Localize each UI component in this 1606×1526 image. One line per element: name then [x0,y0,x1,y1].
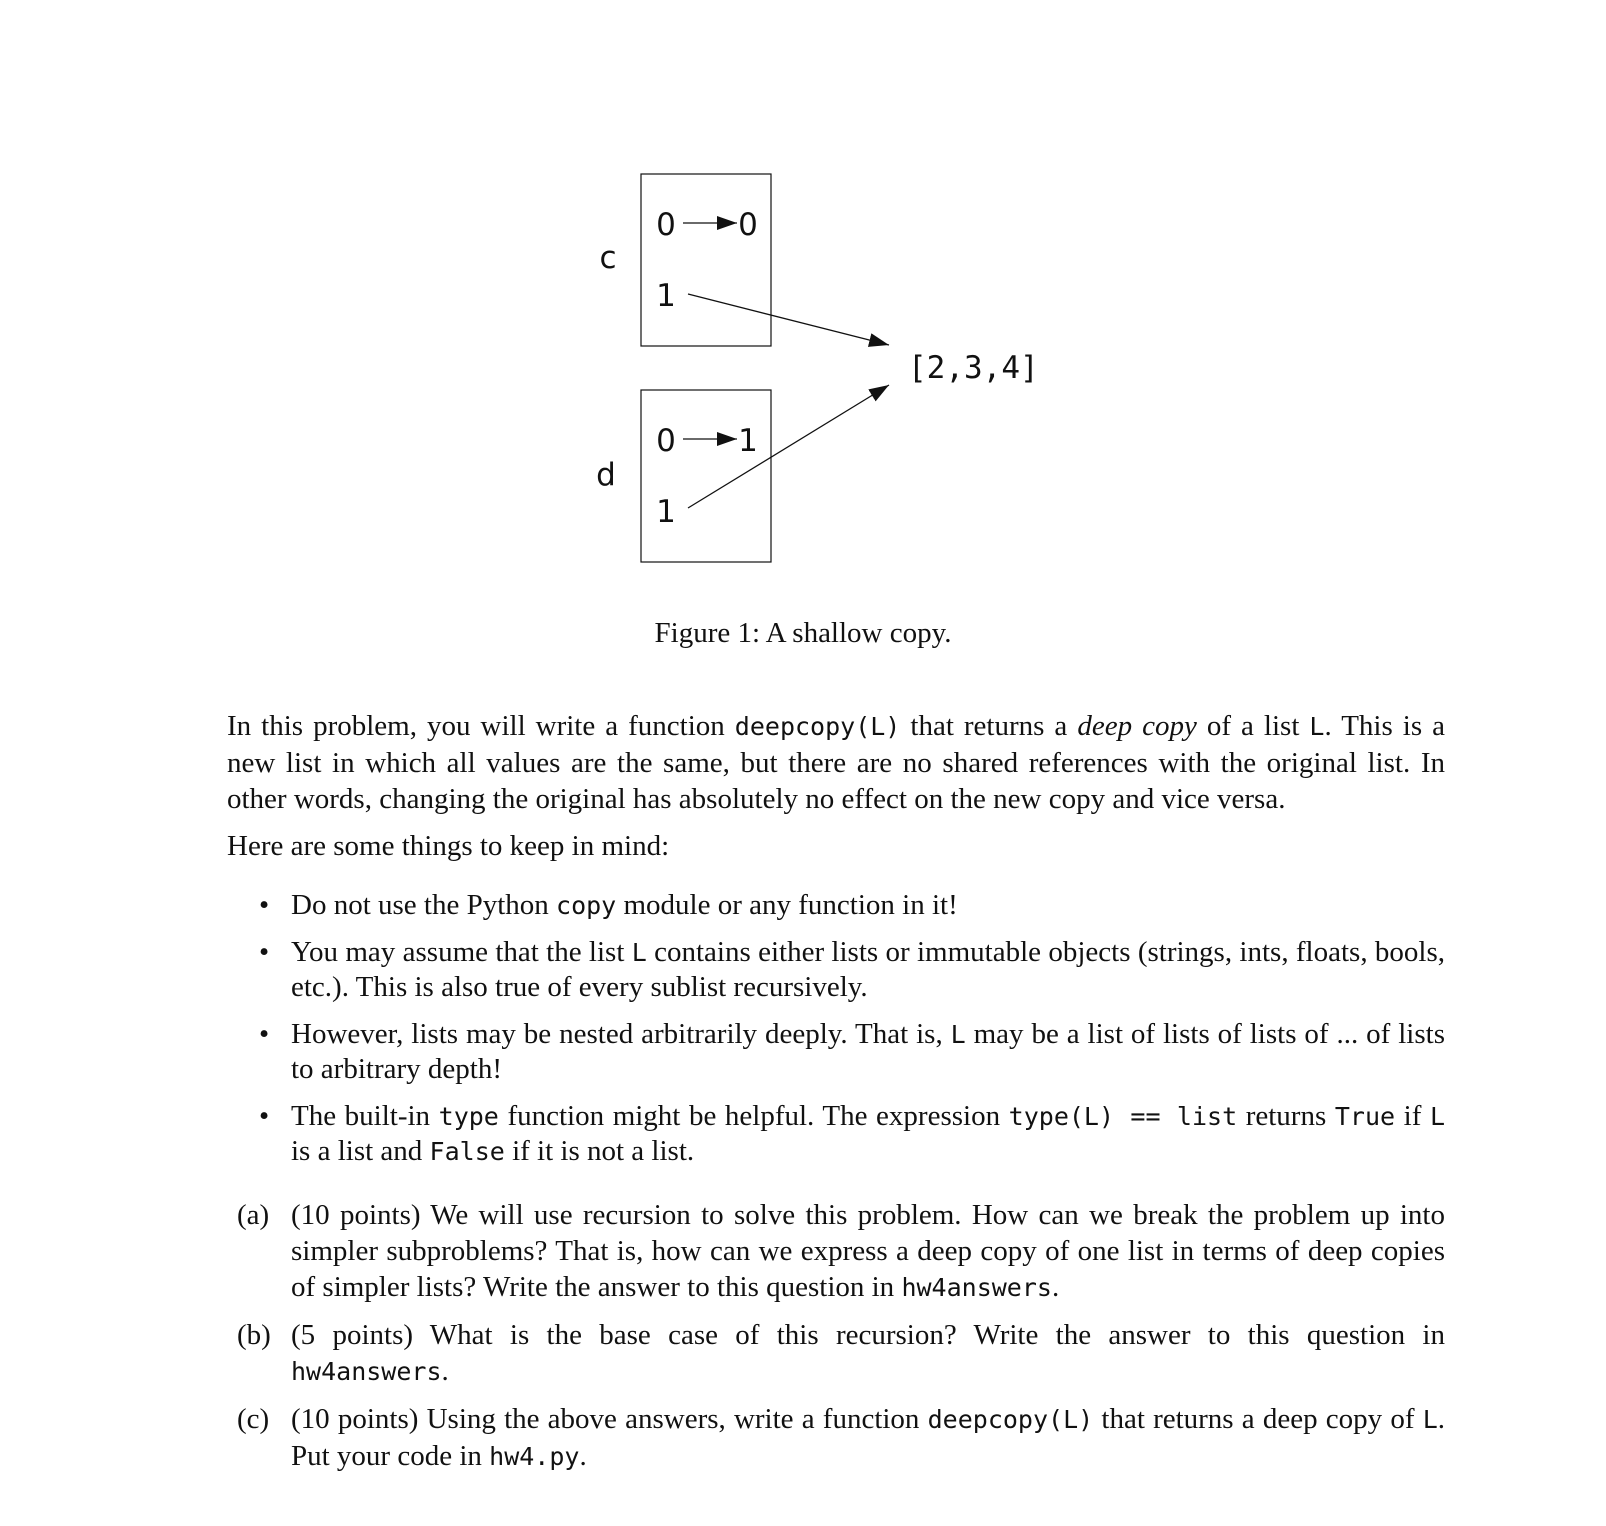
c-arrow-1 [688,294,889,345]
hints-list [227,888,1445,1169]
shallow-copy-diagram [0,0,1606,600]
d-arrow-1 [688,385,889,508]
d-index-1: 1 [656,494,676,530]
part-text: (10 points) We will use recursion to solve this problem. How can we break the problem up into simpler subproblems? That is, how can we express a deep copy of one list in terms of deep copies of simpler lists? Write the answer to this question in [291,1199,1445,1303]
hint-text: if it is not a list. [504,1135,695,1167]
bullet-icon: • [259,1018,270,1050]
intro-paragraph [227,708,1445,817]
list-item [259,888,1445,923]
code-L: L [1309,712,1325,741]
problem-text [227,708,1445,1486]
part-text: (5 points) What is the base case of this recursion? Write the answer to this question in [291,1319,1445,1351]
bullet-icon: • [259,889,270,921]
question-parts [227,1197,1445,1475]
hint-text: contains either lists or immutable objects (strings, ints, floats, bools, etc.). This is also true of every sublist recursively. [291,936,1446,1003]
part-a [237,1197,1445,1306]
c-index-0: 0 [656,207,676,243]
list-item [259,1017,1445,1087]
code-hw4-py: hw4.py [489,1442,580,1471]
var-c-label: c [599,240,617,276]
figure-caption: Figure 1: A shallow copy. [654,617,952,649]
part-a-label: (a) [237,1199,270,1231]
part-text: . [441,1355,449,1387]
bullet-icon: • [259,936,270,968]
intro-text-2: that returns a [900,710,1078,742]
hint-text: You may assume that the list [291,936,632,968]
part-c-label: (c) [237,1403,270,1435]
hint-text: However, lists may be nested arbitrarily deeply. That is, [291,1018,951,1050]
code-L: L [1422,1405,1438,1434]
hint-text: if [1395,1100,1430,1132]
part-text: . Put your code in [291,1403,1445,1472]
intro-text-1: In this problem, you will write a function [227,710,735,742]
code-type-expression: type(L) == list [1008,1102,1238,1131]
intro-text-4: . This is a new list in which all values are the same, but there are no shared references with the original list. In other words, changing the original has absolutely no effect on the new copy and vice versa. [227,710,1445,815]
hint-text: The built-in [291,1100,439,1132]
c-index-1: 1 [656,278,676,314]
bullet-icon: • [259,1100,270,1132]
code-L: L [1429,1102,1446,1131]
c-value-0: 0 [738,207,758,243]
shared-list-label: [2,3,4] [908,350,1039,386]
code-deepcopy: deepcopy(L) [734,712,901,741]
list-item [259,935,1446,1005]
d-value-0: 1 [738,423,758,459]
part-b-label: (b) [237,1319,271,1351]
emphasis-deep-copy: deep copy [1077,710,1197,742]
d-index-0: 0 [656,423,676,459]
list-c-box [641,174,771,346]
code-deepcopy: deepcopy(L) [927,1405,1094,1434]
hint-text: Do not use the Python [291,889,557,921]
code-false: False [429,1137,505,1166]
code-L: L [631,938,647,967]
part-text: (10 points) Using the above answers, write a function [291,1403,928,1435]
hint-text: returns [1237,1100,1335,1132]
code-hw4answers: hw4answers [291,1357,442,1386]
part-text: . [1051,1271,1060,1303]
var-d-label: d [596,457,616,493]
part-b [237,1317,1445,1390]
code-hw4answers: hw4answers [901,1273,1052,1302]
part-text: . [579,1440,587,1472]
hint-text: function might be helpful. The expression [498,1100,1009,1132]
hint-text: module or any function in it! [616,889,958,921]
code-L: L [950,1020,966,1049]
intro-text-3: of a list [1196,710,1310,742]
list-item [259,1099,1446,1169]
hint-text: is a list and [291,1135,430,1167]
part-text: that returns a deep copy of [1093,1403,1423,1435]
code-type: type [438,1102,499,1131]
part-c [237,1401,1445,1475]
hint-text: may be a list of lists of lists of ... of lists to arbitrary depth! [291,1018,1445,1085]
code-copy: copy [556,891,617,920]
code-true: True [1334,1102,1396,1131]
keep-in-mind-paragraph: Here are some things to keep in mind: [227,830,670,862]
list-d-box [641,390,771,562]
